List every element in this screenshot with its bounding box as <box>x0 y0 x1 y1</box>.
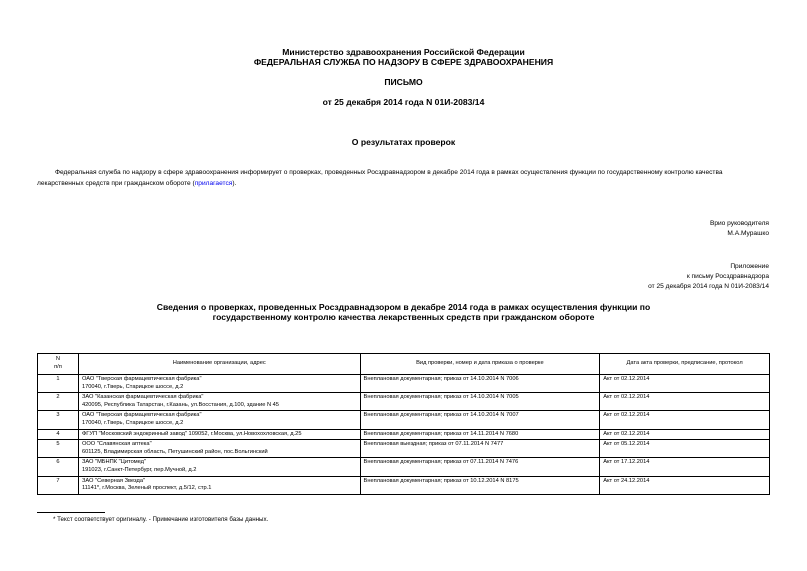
row-number: 2 <box>38 393 79 411</box>
footnote-divider <box>37 512 105 513</box>
document-date: от 25 декабря 2014 года N 01И-2083/14 <box>322 97 485 107</box>
service-title: ФЕДЕРАЛЬНАЯ СЛУЖБА ПО НАДЗОРУ В СФЕРЕ ЗДРАВООХРАНЕНИЯ <box>253 57 554 67</box>
col-header-number: N п/п <box>38 354 79 375</box>
row-check: Внеплановая документарная; приказ от 14.10.2014 N 7007 <box>360 411 600 429</box>
row-check: Внеплановая документарная; приказ от 07.11.2014 N 7476 <box>360 458 600 476</box>
row-act: Акт от 02.12.2014 <box>600 411 770 429</box>
inspections-table <box>37 353 770 495</box>
row-number: 3 <box>38 411 79 429</box>
appendix-to-letter: к письму Росздравнадзора <box>686 273 769 280</box>
body-text-after: ). <box>232 180 237 187</box>
row-organization: ОАО "Тверская фармацевтическая фабрика" 170040, г.Тверь, Старицкое шоссе, д.2 <box>78 411 360 429</box>
row-check: Внеплановая документарная; приказ от 14.11.2014 N 7680 <box>360 429 600 440</box>
appendix-label: Приложение <box>730 263 769 270</box>
table-header-row <box>38 354 770 375</box>
row-check: Внеплановая документарная; приказ от 10.12.2014 N 8175 <box>360 476 600 494</box>
table-row <box>38 375 770 393</box>
row-number: 4 <box>38 429 79 440</box>
row-organization: ООО "Славянская аптека" 601125, Владимирская область, Петушинский район, пос.Вольгинский <box>78 440 360 458</box>
table-row <box>38 411 770 429</box>
table-row <box>38 440 770 458</box>
appendix-link[interactable]: прилагается <box>194 180 233 187</box>
signature-name: М.А.Мурашко <box>727 230 769 237</box>
row-act: Акт от 05.12.2014 <box>600 440 770 458</box>
document-subject: О результатах проверок <box>351 137 456 147</box>
row-act: Акт от 17.12.2014 <box>600 458 770 476</box>
ministry-title: Министерство здравоохранения Российской Федерации <box>282 47 525 57</box>
footnote: * Текст соответствует оригиналу. - Примечание изготовителя базы данных. <box>53 516 269 523</box>
row-organization: ЗАО "Казанская фармацевтическая фабрика" 420095, Республика Татарстан, г.Казань, ул.Восстания, д.100, здание N 45 <box>78 393 360 411</box>
row-act: Акт от 02.12.2014 <box>600 375 770 393</box>
row-check: Внеплановая документарная; приказ от 14.10.2014 N 7006 <box>360 375 600 393</box>
row-act: Акт от 02.12.2014 <box>600 429 770 440</box>
col-header-act: Дата акта проверки, предписание, протокол <box>600 354 770 375</box>
row-number: 6 <box>38 458 79 476</box>
row-act: Акт от 24.12.2014 <box>600 476 770 494</box>
table-row <box>38 458 770 476</box>
row-organization: ОАО "Тверская фармацевтическая фабрика" 170040, г.Тверь, Старицкое шоссе, д.2 <box>78 375 360 393</box>
table-row <box>38 429 770 440</box>
row-check: Внеплановая документарная; приказ от 14.10.2014 N 7005 <box>360 393 600 411</box>
col-header-check: Вид проверки, номер и дата приказа о проверке <box>360 354 600 375</box>
col-header-organization: Наименование организации, адрес <box>78 354 360 375</box>
row-number: 5 <box>38 440 79 458</box>
table-row <box>38 476 770 494</box>
signature-position: Врио руководителя <box>709 220 769 227</box>
appendix-ref: от 25 декабря 2014 года N 01И-2083/14 <box>648 283 769 290</box>
row-organization: ЗАО "МБНПК "Цитомед" 191023, г.Санкт-Петербург, пер.Мучной, д.2 <box>78 458 360 476</box>
body-text-before: Федеральная служба по надзору в сфере здравоохранения информирует о проверках, проведенных Росздравнадзором в декабре 2014 года в рамках осуществления функции по государственному контролю качества лекарственных средств при гражданском обороте ( <box>37 169 723 187</box>
row-organization: ЗАО "Северная Звезда" 11141*, г.Москва, Зеленый проспект, д.5/12, стр.1 <box>78 476 360 494</box>
document-type: ПИСЬМО <box>384 77 423 87</box>
row-number: 7 <box>38 476 79 494</box>
row-check: Внеплановая выездная; приказ от 07.11.2014 N 7477 <box>360 440 600 458</box>
row-organization: ФГУП "Московский эндокринный завод" 109052, г.Москва, ул.Новохохловская, д.25 <box>78 429 360 440</box>
row-number: 1 <box>38 375 79 393</box>
table-row <box>38 393 770 411</box>
body-paragraph <box>37 167 770 189</box>
appendix-title: Сведения о проверках, проведенных Росздравнадзором в декабре 2014 года в рамках осуществления функции по государственному контролю качества лекарственных средств при гражданском обороте <box>156 302 651 322</box>
row-act: Акт от 02.12.2014 <box>600 393 770 411</box>
